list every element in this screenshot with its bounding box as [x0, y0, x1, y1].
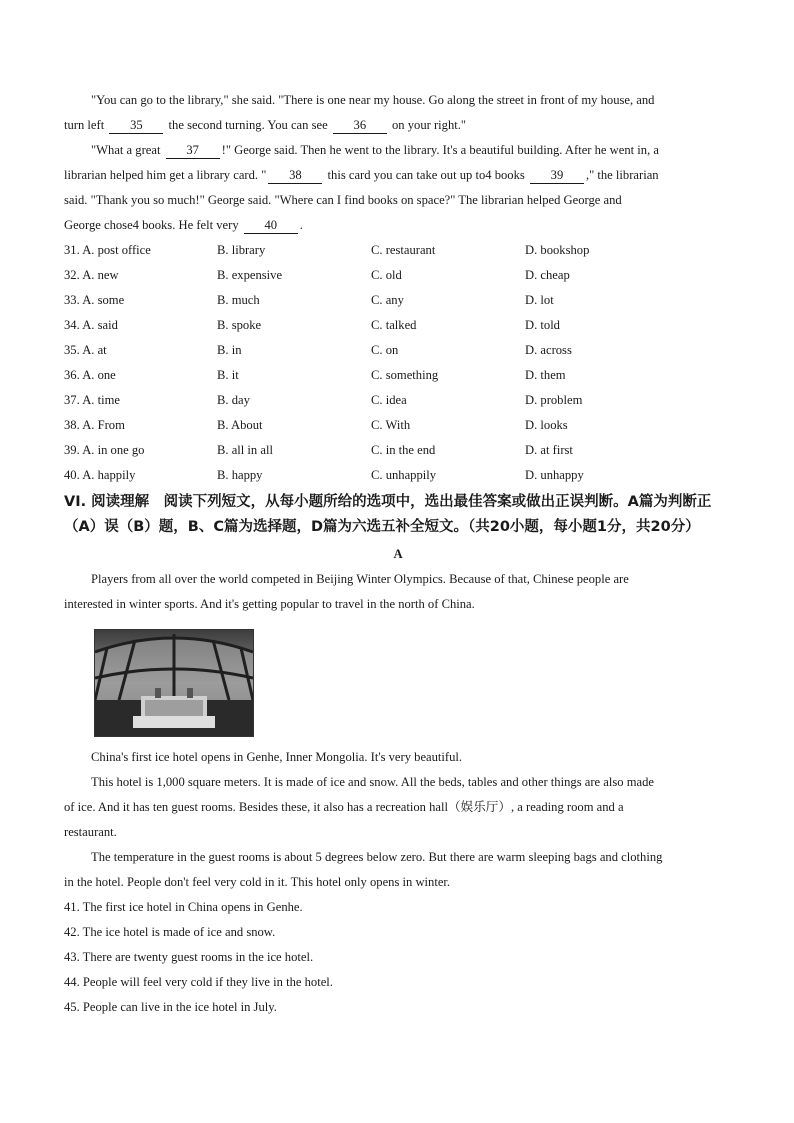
- option-row-38: 38. A. From B. About C. With D. looks: [64, 418, 568, 432]
- cloze-line: [64, 113, 732, 138]
- cloze-text: the second turning. You can see: [168, 118, 328, 132]
- question-44: 44. People will feel very cold if they live in the hotel.: [64, 975, 333, 989]
- cloze-line: [64, 188, 732, 213]
- option-row-34: 34. A. said B. spoke C. talked D. told: [64, 318, 560, 332]
- cloze-text: ," the librarian: [585, 168, 659, 182]
- passage-line: This hotel is 1,000 square meters. It is made of ice and snow. All the beds, tables and other things are also made: [91, 775, 654, 789]
- cloze-text: !" George said. Then he went to the library. It's a beautiful building. After he went in, a: [221, 143, 659, 157]
- question-43: 43. There are twenty guest rooms in the ice hotel.: [64, 950, 314, 964]
- cloze-text: George chose4 books. He felt very: [64, 218, 239, 232]
- cloze-text: librarian helped him get a library card. ": [64, 168, 267, 182]
- blank-38: 38: [268, 167, 322, 184]
- option-row-37: 37. A. time B. day C. idea D. problem: [64, 393, 583, 407]
- option-row-32: 32. A. new B. expensive C. old D. cheap: [64, 268, 570, 282]
- option-row-36: 36. A. one B. it C. something D. them: [64, 368, 566, 382]
- question-41: 41. The first ice hotel in China opens in Genhe.: [64, 900, 303, 914]
- blank-36: 36: [333, 117, 387, 134]
- passage-title: A: [393, 547, 403, 561]
- passage-line: of ice. And it has ten guest rooms. Besides these, it also has a recreation hall（娱乐厅）, a reading room and a: [64, 800, 624, 814]
- blank-39: 39: [530, 167, 584, 184]
- exam-page: [64, 88, 732, 1020]
- passage-line: restaurant.: [64, 825, 117, 839]
- blank-35: 35: [109, 117, 163, 134]
- option-row-40: 40. A. happily B. happy C. unhappily D. unhappy: [64, 468, 584, 482]
- cloze-line: [64, 88, 732, 113]
- cloze-text: this card you can take out up to4 books: [327, 168, 525, 182]
- question-42: 42. The ice hotel is made of ice and snow.: [64, 925, 276, 939]
- option-row-35: 35. A. at B. in C. on D. across: [64, 343, 572, 357]
- cloze-text: "What a great: [91, 143, 161, 157]
- option-row-33: 33. A. some B. much C. any D. lot: [64, 293, 554, 307]
- option-row-39: 39. A. in one go B. all in all C. in the end D. at first: [64, 443, 573, 457]
- cloze-text: "You can go to the library," she said. "There is one near my house. Go along the street in front of my house, and: [91, 93, 655, 107]
- question-45: 45. People can live in the ice hotel in July.: [64, 1000, 277, 1014]
- passage-line: interested in winter sports. And it's getting popular to travel in the north of China.: [64, 597, 475, 611]
- blank-37: 37: [166, 142, 220, 159]
- cloze-text: .: [299, 218, 303, 232]
- blank-40: 40: [244, 217, 298, 234]
- section-heading: VI. 阅读理解 阅读下列短文，从每小题所给的选项中，选出最佳答案或做出正误判断。A篇为判断正（A）误（B）题，B、C篇为选择题，D篇为六选五补全短文。（共20小题，每小题1分，共20分）: [64, 494, 712, 535]
- cloze-line: [64, 138, 732, 163]
- cloze-text: said. "Thank you so much!" George said. "Where can I find books on space?" The librarian helped George and: [64, 193, 622, 207]
- option-row-31: 31. A. post office B. library C. restaurant D. bookshop: [64, 243, 590, 257]
- options-list: [64, 238, 732, 488]
- cloze-line: [64, 163, 732, 188]
- passage-line: The temperature in the guest rooms is about 5 degrees below zero. But there are warm sleeping bags and clothing: [91, 850, 663, 864]
- passage-line: in the hotel. People don't feel very cold in it. This hotel only opens in winter.: [64, 875, 451, 889]
- cloze-text: turn left: [64, 118, 105, 132]
- cloze-line: [64, 213, 732, 238]
- passage-line: Players from all over the world competed in Beijing Winter Olympics. Because of that, Chinese people are: [91, 572, 629, 586]
- passage-line: China's first ice hotel opens in Genhe, Inner Mongolia. It's very beautiful.: [91, 750, 463, 764]
- question-list: [64, 895, 732, 1020]
- ice-dome-illustration: [95, 630, 253, 736]
- cloze-text: on your right.": [392, 118, 467, 132]
- ice-hotel-photo: [94, 629, 254, 737]
